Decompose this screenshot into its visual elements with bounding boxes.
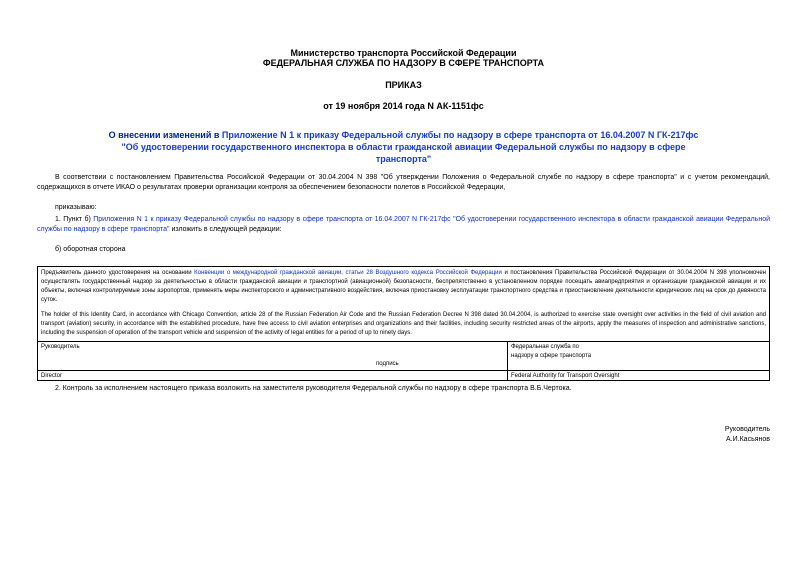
service-heading: ФЕДЕРАЛЬНАЯ СЛУЖБА ПО НАДЗОРУ В СФЕРЕ ТРАНСПОРТА [262,58,545,68]
card-agency-ru-line1: Федеральная служба по [511,344,580,350]
title-prefix: О внесении изменений в [108,130,222,140]
order-word: приказываю: [55,204,97,211]
table-row-divider-2 [38,370,769,371]
id-card-table [37,266,770,381]
card-signature-label: подпись [376,361,399,367]
card-head-ru: Руководитель [41,344,80,350]
item-1 [37,215,770,235]
item-2: 2. Контроль за исполнением настоящего приказа возложить на заместителя руководителя Федеральной службы по надзору в сфере транспорта В.Б.Чертока. [55,385,572,392]
title-link[interactable]: Приложение N 1 к приказу Федеральной службы по надзору в сфере транспорта от 16.04.2007 N ГК-217фс "Об удостоверении государственного инспектора в области гражданской авиации Федеральной службы по надзору в сфере транспорта" [121,130,699,164]
card-text-ru [41,269,766,305]
card-agency-ru-line2: надзору в сфере транспорта [511,353,592,359]
table-column-divider [507,341,508,380]
card-text-ru-prefix: Предъявитель данного удостоверения на основании [41,270,195,276]
item-1-suffix: изложить в следующей редакции: [169,226,282,233]
card-text-en: The holder of this Identity Card, in accordance with Chicago Convention, article 28 of the Russian Federation Air Code and the Russian Federation Decree N 398 dated 30.04.2004, is authorized to exercise state oversight over activities in the field of civil aviation and transport (aviation) security, in accordance with the established procedure, have free access to civil aviation enterprises and organizations and their facilities, including security restricted areas of the airports, apply the measures of inspection and administrative sanctions, including the suspension of operation of the transport vehicle and suspension of the activity of legal entities for a period of up to ninety days. [41,312,766,336]
signoff-position: Руководитель [724,426,770,433]
item-1-link[interactable]: Приложения N 1 к приказу Федеральной службы по надзору в сфере транспорта от 16.04.2007 N ГК-217фс "Об удостоверении государственного инспектора в области гражданской авиации Федеральной службы по надзору в сфере транспорта" [37,216,770,233]
document-date-number: от 19 ноября 2014 года N АК-1151фс [323,101,484,111]
card-head-en: Director [41,373,63,379]
card-agency-en: Federal Authority for Transport Oversight [511,373,620,379]
preamble-paragraph: В соответствии с постановлением Правительства Российской Федерации от 30.04.2004 N 398 "Об утверждении Положения о Федеральной службе по надзору в сфере транспорта" и с учетом рекомендаций, содержащихся в отчете ИКАО о результатах проверки организации контроля за обеспечением безопасности полетов в Российской Федерации, [37,174,770,191]
document-title [100,129,707,165]
card-text-ru-link[interactable]: Конвенции о международной гражданской авиации, статьи 28 Воздушного кодекса Российской Федерации [194,270,502,276]
item-b: б) оборотная сторона [55,246,126,253]
ministry-heading: Министерство транспорта Российской Федерации [290,48,517,58]
table-row-divider-1 [38,341,769,342]
signoff-name: А.И.Касьянов [726,436,770,443]
item-1-prefix: 1. Пункт б) [55,216,94,223]
card-text-ru-suffix: и постановления Правительства Российской Федерации от 30.04.2004 N 398 уполномочен осуществлять государственный надзор за деятельностью в области гражданской авиации и транспортной (авиационной) безопасности, беспрепятственно в установленном порядке посещать авиапредприятия и организации гражданской авиации и их объекты, включая контролируемые зоны аэропортов, применять меры инспекторского и административного воздействия, включая приостановку эксплуатации транспортного средства и приостановление деятельности юридических лиц на срок до девяноста суток. [41,270,766,303]
document-type: ПРИКАЗ [385,80,422,90]
